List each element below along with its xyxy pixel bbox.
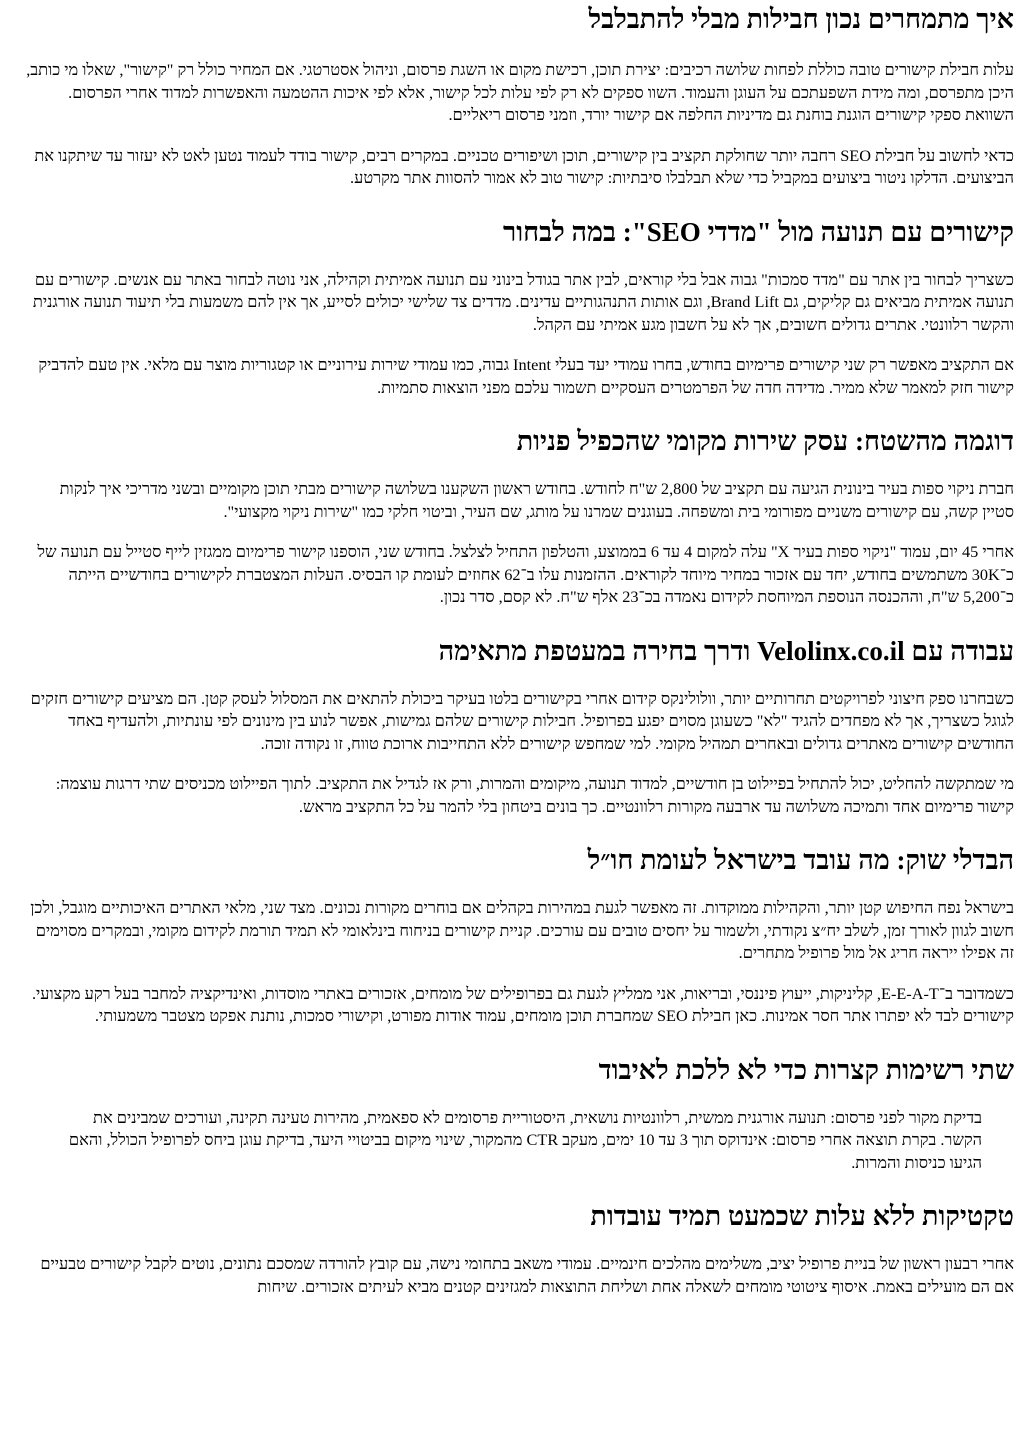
paragraph: בישראל נפח החיפוש קטן יותר, והקהילות ממוקדות. זה מאפשר לגעת במהירות בקהלים אם בוחרים מקורות נכונים. מצד שני, מלאי האתרים האיכותיים מוגבל, ולכן חשוב לגוון לאורך זמן, לשלב יח״צ נקודתי, ולשמור על יחסים טובים עם עורכים. קניית קישורים בניחוח בינלאומי לא תמיד תורמת לקידום מקומי, ובמקרים מסוימים זה אפילו ייראה חריג אל מול פרופיל מתחרים.	[30, 898, 1014, 962]
section-heading: איך מתמחרים נכון חבילות מבלי להתבלבל	[588, 4, 1014, 34]
paragraph: אחרי 45 יום, עמוד "ניקוי ספות בעיר X" עלה למקום 4 עד 6 בממוצע, והטלפון התחיל לצלצל. בחודש שני, הוספנו קישור פרימיום ממגזין לייף סטייל עם תנועה של כ־30K משתמשים בחודש, יחד עם אזכור במחיר מיוחד לקוראים. ההזמנות עלו ב־62 אחוזים לעומת קו הבסיס. העלות המצטברת לקישורים בחודשיים הייתה כ־5,200 ש"ח, וההכנסה הנוספת המיוחסת לקידום נאמדה בכ־23 אלף ש"ח. לא קסם, סדר נכון.	[37, 542, 1014, 606]
section-heading: דוגמה מהשטח: עסק שירות מקומי שהכפיל פניות	[516, 426, 1014, 456]
section-pricing	[26, 0, 1014, 190]
section-heading: קישורים עם תנועה מול "מדדי SEO": במה לבחור	[502, 216, 1014, 247]
section-market-differences	[26, 843, 1014, 1028]
paragraph: אם התקציב מאפשר רק שני קישורים פרימיום בחודש, בחרו עמודי יעד בעלי Intent גבוה, כמו עמודי שירות עירוניים או קטגוריות מוצר עם מלאי. אין טעם להדביק קישור חזק למאמר שלא ממיר. מדידה חדה של הפרמטרים העסקיים תשמור עלכם מפני הוצאות סתמיות.	[38, 355, 1014, 397]
section-short-lists	[26, 1053, 1014, 1175]
section-heading: טקטיקות ללא עלות שכמעט תמיד עובדות	[590, 1201, 1014, 1231]
list-paragraph: בדיקת מקור לפני פרסום: תנועה אורגנית ממשית, רלוונטיות נושאית, היסטוריית פרסומים לא ספאמית, מהירות טעינה תקינה, ועורכים שמבינים את הקשר. בקרת תוצאה אחרי פרסום: אינדוקס תוך 3 עד 10 ימים, מעקב CTR מהמקור, שינוי מיקום בביטויי היעד, בדיקת עוגן ביחס לפרופיל הכולל, והאם הגיעו כניסות והמרות.	[68, 1107, 982, 1172]
paragraph: כשצריך לבחור בין אתר עם "מדד סמכות" גבוה אבל בלי קוראים, לבין אתר בגודל בינוני עם תנועה אמיתית וקהילה, אני נוטה לבחור באתר עם אנשים. קישורים עם תנועה אמיתית מביאים גם קליקים, גם Brand Lift, וגם אותות התנהגותיים עדינים. מדדים צד שלישי יכולים לסייע, אך אין להם משמעות בלי תיעוד תנועה אורגנית והקשר רלוונטי. אתרים גדולים חשובים, אך לא על חשבון מגע אמיתי עם הקהל.	[32, 269, 1014, 334]
section-heading: שתי רשימות קצרות כדי לא ללכת לאיבוד	[598, 1054, 1014, 1085]
paragraph: חברת ניקוי ספות בעיר בינונית הגיעה עם תקציב של 2,800 ש"ח לחודש. בחודש ראשון השקענו בשלושה קישורים מבתי תוכן מקומיים ובשני מדריכי איך לנקות סטיין קשה, עם קישורים משניים מפורומי בית ומשפחה. בעוגנים שמרנו על מותג, שם העיר, וביטוי חלקי כמו "שירות ניקוי מקצועי".	[59, 479, 1014, 521]
paragraph: כשבחרנו ספק חיצוני לפרויקטים תחרותיים יותר, וולולינקס קידום אחרי בקישורים בלטו בעיקר ביכולת להתאים את המסלול לעסק קטן. הם מציעים קישורים חזקים לגוגל כשצריך, אך לא מפחדים להגיד "לא" כשעוגן מסוים יפגע בפרופיל. חבילות קישורים שלהם גמישות, אפשר לנוע בין מינונים לפי עונתיות, ולהעדיף באחד החודשים קישורים מאתרים גדולים ובאחרים תמהיל מקומי. למי שמחפש קישורים ללא התחייבות ארוכת טווח, זו נקודה זוכה.	[30, 688, 1014, 753]
paragraph: עלות חבילת קישורים טובה כוללת לפחות שלושה רכיבים: יצירת תוכן, רכישת מקום או השגת פרסום, וניהול אסטרטגי. אם המחיר כולל רק "קישור", שאלו מי כותב, היכן מתפרסם, ומה מידת השפעתכם על העוגן והעמוד. השוו ספקים לא רק לפי עלות לכל קישור, אלא לפי איכות ההטמעה והאפשרות למדוד אחרי הפרסום. השוואת ספקי קישורים הוגנת בוחנת גם מדיניות החלפה אם קישור יורד, וזמני פרסום ריאליים.	[26, 60, 1014, 124]
paragraph: כשמדובר ב־E-E-A-T, קליניקות, ייעוץ פיננסי, ובריאות, אני ממליץ לגעת גם בפרופילים של מומחים, אזכורים באתרי מוסדות, ואינדיקציה למחבר בעל רקע מקצועי. קישורים לבד לא יפתרו אתר חסר אמינות. כאן חבילת SEO שמחברת תוכן מומחים, עמוד אודות מפורט, וקישורי סמכות, נותנת אפקט מצטבר משמעותי.	[31, 983, 1014, 1025]
section-velolinx	[26, 634, 1014, 819]
paragraph: מי שמתקשה להחליט, יכול להתחיל בפיילוט בן חודשיים, למדוד תנועה, מיקומים והמרות, ורק אז לגדיל את התקציב. לתוך הפיילוט מכניסים שתי דרגות עוצמה: קישור פרימיום אחד ותמיכה משלושה עד ארבעה מקורות רלוונטיים. כך בונים ביטחון בלי להמר על כל התקציב מראש.	[55, 774, 1014, 816]
section-heading: הבדלי שוק: מה עובד בישראל לעומת חו״ל	[587, 845, 1014, 875]
paragraph: אחרי רבעון ראשון של בניית פרופיל יציב, משלימים מהלכים חינמיים. עמודי משאב בתחומי נישה, עם קובץ להורדה שמסכם נתונים, נוטים לקבל קישורים טבעיים אם הם מועילים באמת. איסוף ציטוטי מומחים לשאלה אחת ושליחת התוצאות למגזינים קטנים מביא לעיתים אזכורים. שיחות	[40, 1254, 1014, 1296]
section-traffic-vs-metrics	[26, 215, 1014, 400]
section-heading: עבודה עם Velolinx.co.il ודרך בחירה במעטפת מתאימה	[438, 635, 1014, 666]
paragraph: כדאי לחשוב על חבילת SEO רחבה יותר שחולקת תקציב בין קישורים, תוכן ושיפורים טכניים. במקרים רבים, קישור בודד לעמוד נטען לאט לא יעזור עד שיתקנו את הביצועים. הדלקו ניטור ביצועים במקביל כדי שלא תבלבלו סיבתיות: קישור טוב לא אמור להסוות אתר מקרטע.	[34, 145, 1014, 187]
section-free-tactics	[26, 1199, 1014, 1298]
section-local-example	[26, 424, 1014, 609]
